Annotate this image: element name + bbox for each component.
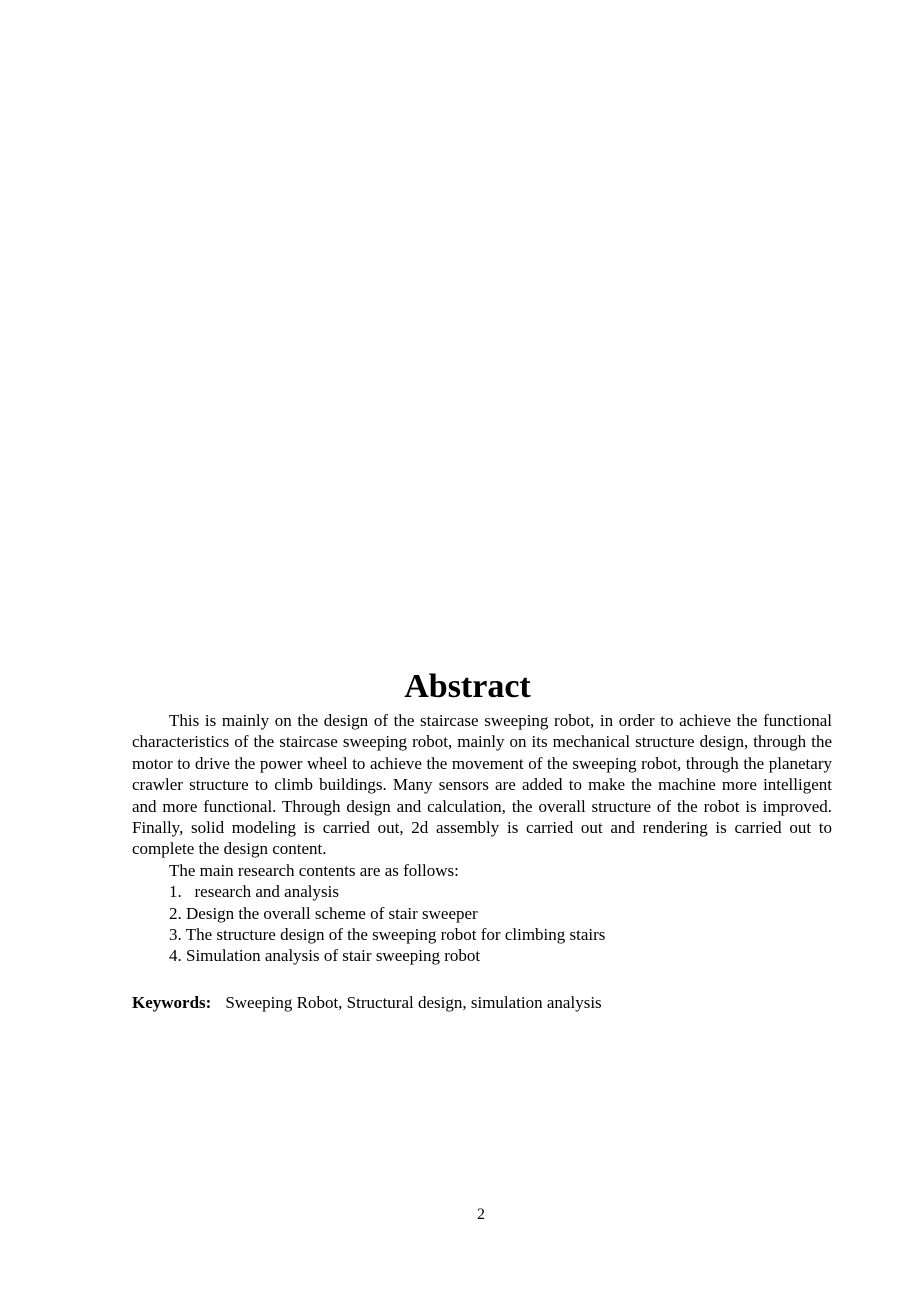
keywords-line — [132, 992, 832, 1013]
research-content-item: 3. The structure design of the sweeping robot for climbing stairs — [169, 925, 606, 945]
research-content-item: 2. Design the overall scheme of stair sweeper — [169, 903, 478, 923]
research-content-item: 1. research and analysis — [169, 882, 339, 902]
keywords-label: Keywords: — [132, 993, 212, 1012]
research-contents-intro: The main research contents are as follows: — [169, 860, 459, 880]
keywords-value: Sweeping Robot, Structural design, simulation analysis — [225, 993, 602, 1012]
abstract-paragraph: This is mainly on the design of the staircase sweeping robot, in order to achieve the functional characteristics of the staircase sweeping robot, mainly on its mechanical structure design, through the motor to drive the power wheel to achieve the movement of the sweeping robot, through the planetary crawler structure to climb buildings. Many sensors are added to make the machine more intelligent and more functional. Through design and calculation, the overall structure of the robot is improved. Finally, solid modeling is carried out, 2d assembly is carried out and rendering is carried out to complete the design content. — [132, 711, 832, 859]
research-content-item: 4. Simulation analysis of stair sweeping robot — [169, 946, 481, 966]
abstract-heading: Abstract — [404, 668, 531, 705]
page-number: 2 — [477, 1206, 485, 1223]
abstract-body — [132, 710, 832, 967]
